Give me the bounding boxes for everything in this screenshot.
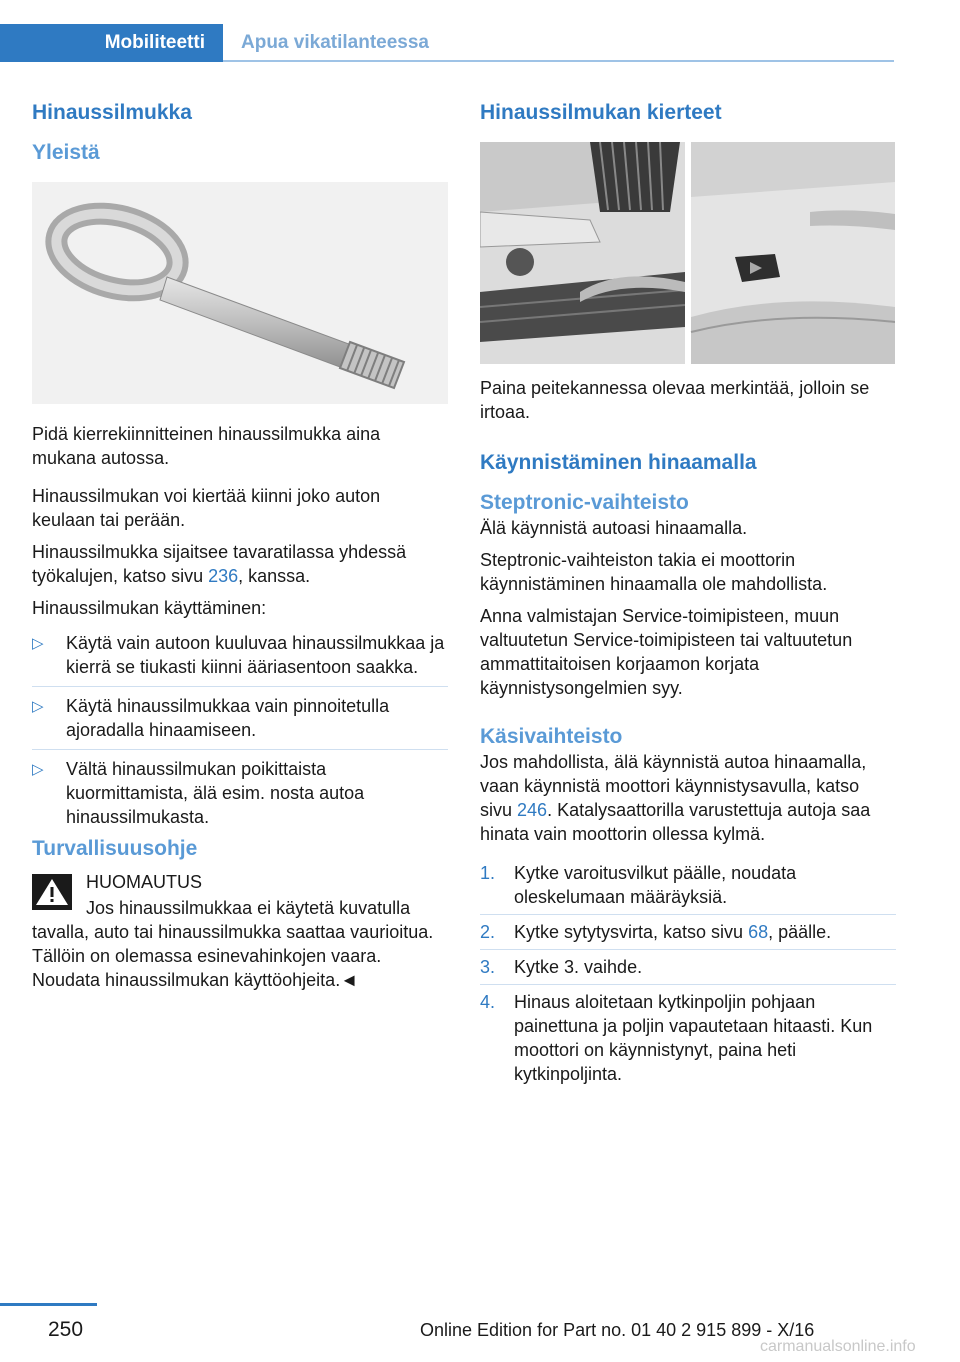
list-item-text: Vältä hinaussilmukan poikittaista kuormittamista, älä esim. nosta autoa hinaussilmukasta. [66, 759, 365, 827]
triangle-bullet-icon: ▷ [32, 761, 44, 778]
paragraph-service: Anna valmistajan Service-toimipisteen, muun valtuutetun Service-toimipisteen tai valtuutetun ammattitaitoisen korjaamon korjata käynnistysongelmien syy. [480, 606, 853, 698]
tab-mobiliteetti[interactable]: Mobiliteetti [0, 24, 223, 62]
section-title-hinaussilmukka: Hinaussilmukka [32, 101, 192, 124]
section-title-kaynnistaminen: Käynnistäminen hinaamalla [480, 451, 757, 474]
page-link-236[interactable]: 236 [208, 566, 239, 586]
tow-eye-icon [32, 182, 448, 404]
bumper-photo-icon [480, 142, 895, 364]
text-location-pre: Hinaussilmukka sijaitsee tavaratilassa yhdessä työkalujen, katso sivu [32, 542, 407, 586]
paragraph-press-cover: Paina peitekannessa olevaa merkintää, jolloin se irtoaa. [480, 378, 870, 422]
triangle-bullet-icon: ▷ [32, 698, 44, 715]
tow-eye-illustration [32, 182, 448, 404]
warning-body: Jos hinaussilmukkaa ei käytetä kuvatulla tavalla, auto tai hinaussilmukka saattaa vaurioitua. Tällöin on olemassa esinevahinkojen vaara. Noudata hinaussilmukan käyttöohjeita. [32, 898, 434, 990]
text-location-post: , kanssa. [238, 566, 311, 586]
step-text: Hinaus aloitetaan kytkinpoljin pohjaan painettuna ja poljin vapautetaan hitaasti. Kun moottori on käynnistynyt, paina heti kytkinpoljinta. [514, 992, 873, 1084]
page-link-68[interactable]: 68 [748, 922, 769, 942]
list-item [32, 687, 448, 750]
step-text: Kytke sytytysvirta, katso sivu [514, 922, 749, 942]
warning-heading: HUOMAUTUS [86, 872, 202, 892]
page-link-246[interactable]: 246 [517, 800, 548, 820]
subheading-steptronic: Steptronic-vaihteisto [480, 491, 689, 514]
list-item-text: Käytä vain autoon kuuluvaa hinaussilmukkaa ja kierrä se tiukasti kiinni ääriasentoon saakka. [66, 633, 445, 677]
step-text-post: , päälle. [768, 922, 832, 942]
list-item [32, 750, 448, 836]
tab-apua-vikatilanteessa[interactable]: Apua vikatilanteessa [241, 32, 429, 53]
warning-triangle-icon [32, 874, 72, 910]
paragraph-no-tow-start: Älä käynnistä autoasi hinaamalla. [480, 518, 748, 538]
header-tabs [0, 24, 894, 62]
watermark: carmanualsonline.info [760, 1338, 916, 1355]
step-text: Kytke varoitusvilkut päälle, noudata oleskelumaan määräyksiä. [514, 863, 797, 907]
list-item [32, 624, 448, 687]
list-item [480, 985, 896, 1091]
subheading-yleista: Yleistä [32, 141, 100, 164]
list-item-text: Käytä hinaussilmukkaa vain pinnoitetulla ajoradalla hinaamiseen. [66, 696, 390, 740]
right-column [480, 100, 896, 1091]
bumper-cover-illustration [480, 142, 895, 364]
list-item [480, 950, 896, 985]
text-manual-post: . Katalysaattorilla varustettuja autoja saa hinata vain moottorin ollessa kylmä. [480, 800, 871, 844]
section-title-kierteet: Hinaussilmukan kierteet [480, 101, 722, 124]
step-number: 4. [480, 992, 496, 1012]
usage-list [32, 624, 448, 836]
subheading-kasivaihteisto: Käsivaihteisto [480, 725, 623, 748]
warning-block [32, 868, 448, 992]
warning-text [32, 896, 448, 992]
paragraph-location [32, 540, 448, 588]
list-item [480, 915, 896, 950]
list-item [480, 856, 896, 915]
paragraph-manual [480, 750, 896, 846]
step-text: Kytke 3. vaihde. [514, 957, 643, 977]
paragraph-usage-intro: Hinaussilmukan käyttäminen: [32, 598, 267, 618]
step-number: 3. [480, 957, 496, 977]
end-mark-icon: ◄ [340, 970, 359, 990]
text-manual-pre: Jos mahdollista, älä käynnistä autoa hinaamalla, vaan käynnistä moottori käynnistysavulla, katso sivu [480, 752, 867, 820]
subheading-turvallisuusohje: Turvallisuusohje [32, 837, 198, 860]
steps-list [480, 856, 896, 1091]
paragraph-steptronic-reason: Steptronic-vaihteiston takia ei moottorin käynnistäminen hinaamalla ole mahdollista. [480, 550, 828, 594]
step-number: 1. [480, 863, 496, 883]
header-divider [223, 60, 894, 62]
triangle-bullet-icon: ▷ [32, 635, 44, 652]
edition-text: Online Edition for Part no. 01 40 2 915 899 - X/16 [420, 1320, 815, 1340]
paragraph-carry-tow-eye: Pidä kierrekiinnitteinen hinaussilmukka aina mukana autossa. [32, 424, 381, 468]
left-column [32, 100, 448, 992]
step-number: 2. [480, 922, 496, 942]
paragraph-mount-front-rear: Hinaussilmukan voi kiertää kiinni joko auton keulaan tai perään. [32, 486, 381, 530]
page-number: 250 [48, 1318, 84, 1341]
footer-accent-line [0, 1303, 97, 1306]
